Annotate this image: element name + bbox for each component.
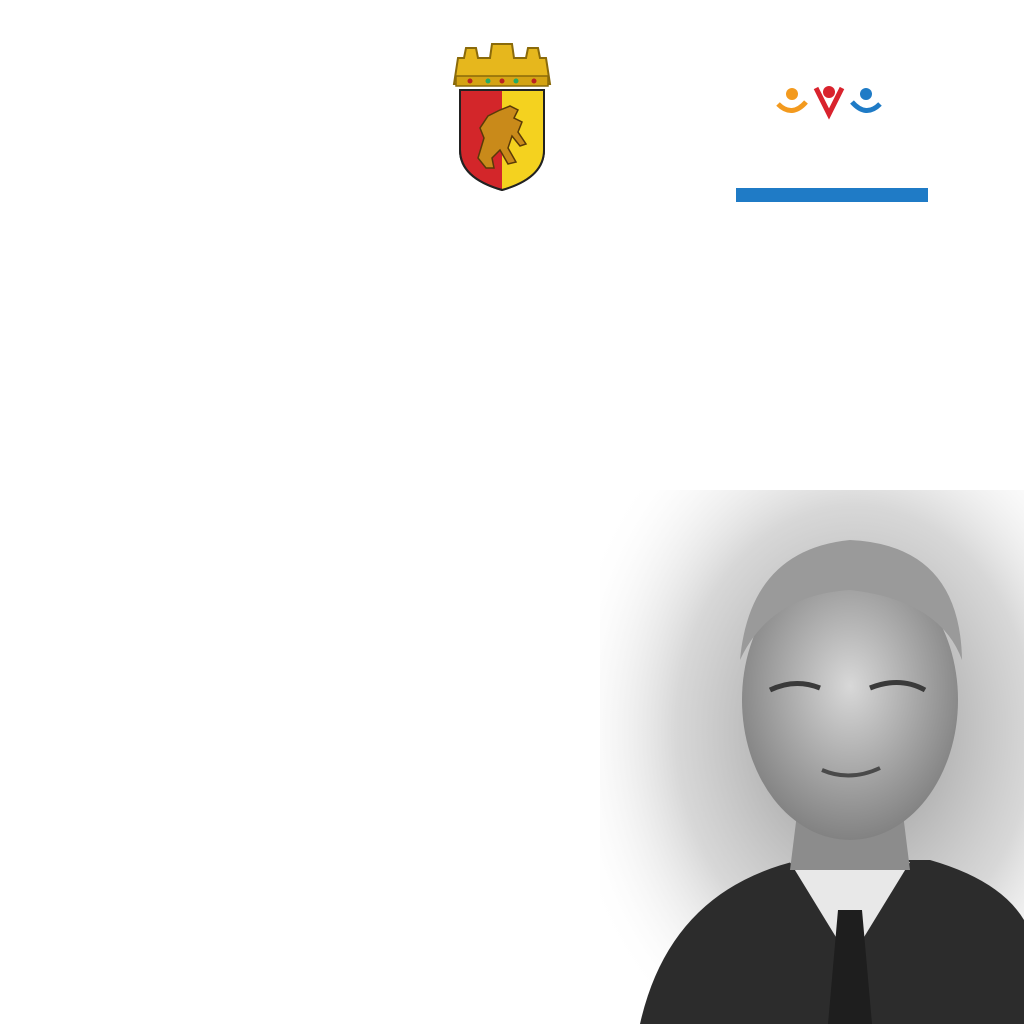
portrait-photo bbox=[600, 490, 1024, 1024]
town-crest-icon bbox=[448, 40, 556, 192]
partner-band bbox=[736, 188, 928, 202]
people-icon bbox=[774, 84, 884, 124]
partner-logo bbox=[734, 84, 930, 206]
